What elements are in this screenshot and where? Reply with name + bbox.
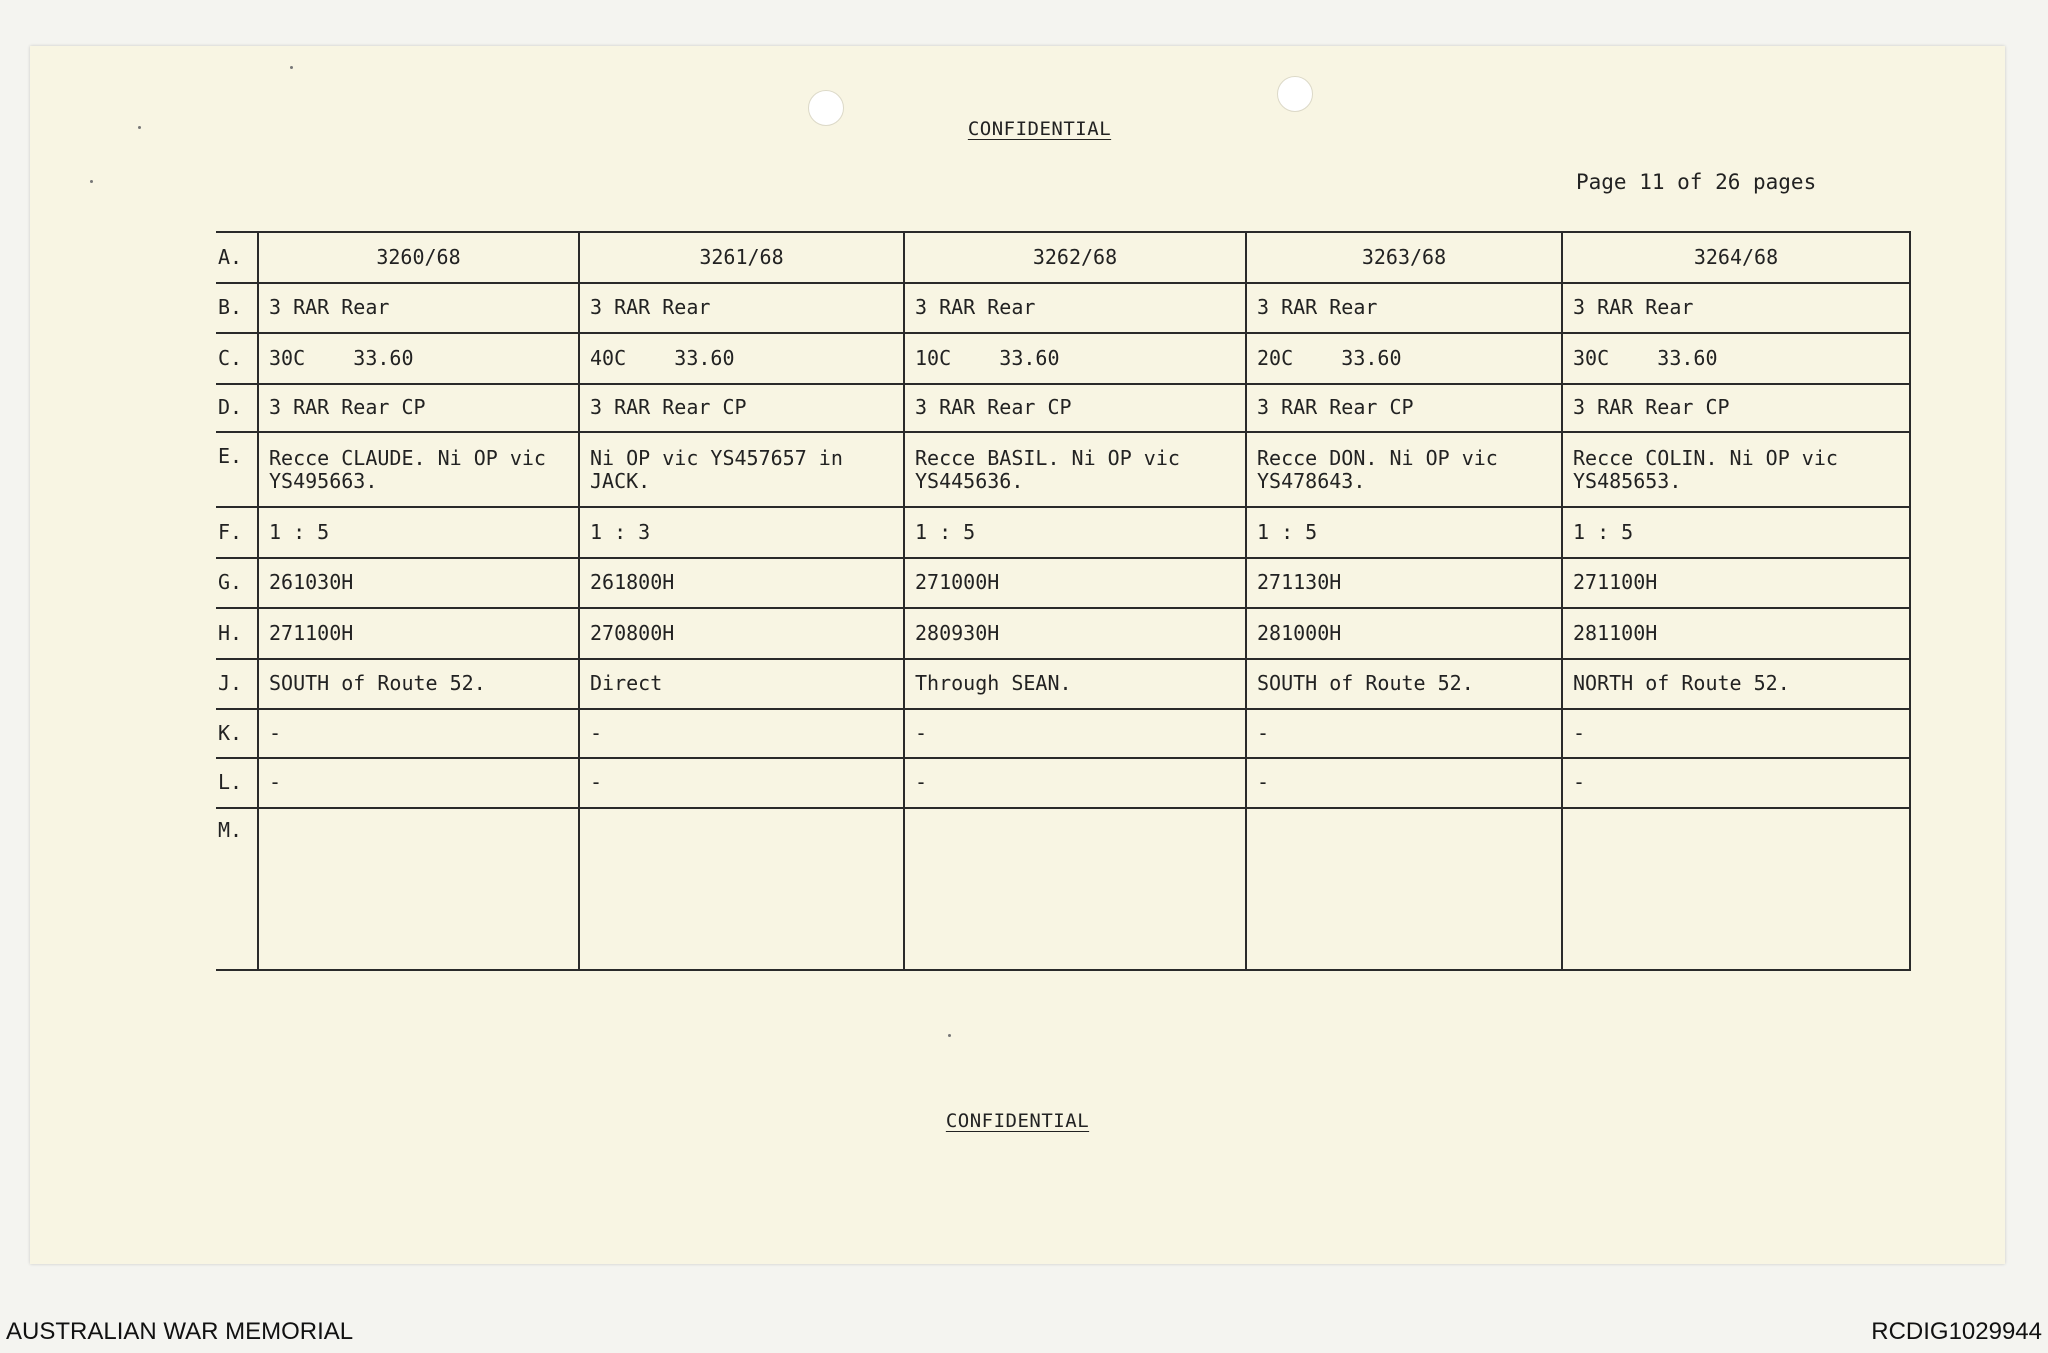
- table-cell: 3264/68: [1562, 232, 1910, 283]
- table-cell: 280930H: [904, 608, 1246, 659]
- table-cell: Recce DON. Ni OP vic YS478643.: [1246, 432, 1562, 507]
- table-cell: 1 : 5: [1246, 507, 1562, 558]
- table-cell: [904, 808, 1246, 970]
- table-cell: 271000H: [904, 558, 1246, 609]
- row-label: H.: [216, 608, 258, 659]
- row-label: G.: [216, 558, 258, 609]
- table-cell: Ni OP vic YS457657 in JACK.: [579, 432, 904, 507]
- archive-credit: AUSTRALIAN WAR MEMORIAL: [6, 1318, 354, 1345]
- archive-id: RCDIG1029944: [1871, 1318, 2042, 1345]
- table-cell: 3 RAR Rear CP: [1562, 384, 1910, 433]
- table-cell: 271130H: [1246, 558, 1562, 609]
- table-cell: 30C 33.60: [1562, 333, 1910, 384]
- table-row: [216, 333, 1910, 384]
- table-cell: 20C 33.60: [1246, 333, 1562, 384]
- table-cell: 1 : 5: [904, 507, 1246, 558]
- row-label: A.: [216, 232, 258, 283]
- table-cell: Direct: [579, 659, 904, 710]
- table-cell: 271100H: [258, 608, 579, 659]
- table-cell: 1 : 5: [258, 507, 579, 558]
- table-cell: 270800H: [579, 608, 904, 659]
- table-row: [216, 659, 1910, 710]
- paper-speck: [90, 180, 93, 183]
- table-row: [216, 384, 1910, 433]
- table-cell: -: [904, 709, 1246, 758]
- patrol-table: [216, 231, 1911, 971]
- table-row: [216, 432, 1910, 507]
- table-cell: Recce COLIN. Ni OP vic YS485653.: [1562, 432, 1910, 507]
- table-cell: -: [258, 709, 579, 758]
- table-cell: 3 RAR Rear CP: [579, 384, 904, 433]
- table-cell: 3 RAR Rear: [579, 283, 904, 334]
- classification-footer: CONFIDENTIAL: [945, 1110, 1090, 1132]
- table-cell: 1 : 5: [1562, 507, 1910, 558]
- table-cell: 3 RAR Rear CP: [904, 384, 1246, 433]
- page-indicator: Page 11 of 26 pages: [1576, 170, 1817, 194]
- table-cell: 3 RAR Rear: [258, 283, 579, 334]
- table-cell: 30C 33.60: [258, 333, 579, 384]
- table-row: [216, 232, 1910, 283]
- table-cell: -: [1246, 758, 1562, 809]
- table-cell: 40C 33.60: [579, 333, 904, 384]
- row-label: C.: [216, 333, 258, 384]
- table-row: [216, 808, 1910, 970]
- table-cell: -: [579, 709, 904, 758]
- table-cell: [1246, 808, 1562, 970]
- table-cell: -: [904, 758, 1246, 809]
- row-label: B.: [216, 283, 258, 334]
- table-cell: 10C 33.60: [904, 333, 1246, 384]
- table-cell: 3 RAR Rear CP: [258, 384, 579, 433]
- row-label: M.: [216, 808, 258, 970]
- paper-speck: [948, 1034, 951, 1037]
- table-cell: -: [579, 758, 904, 809]
- paper-speck: [290, 66, 293, 69]
- table-row: [216, 558, 1910, 609]
- table-cell: SOUTH of Route 52.: [1246, 659, 1562, 710]
- table-cell: Recce CLAUDE. Ni OP vic YS495663.: [258, 432, 579, 507]
- table-row: [216, 758, 1910, 809]
- table-cell: [258, 808, 579, 970]
- table-cell: 3 RAR Rear CP: [1246, 384, 1562, 433]
- document-page: [30, 46, 2005, 1264]
- table-cell: SOUTH of Route 52.: [258, 659, 579, 710]
- table-cell: 261800H: [579, 558, 904, 609]
- table-row: [216, 283, 1910, 334]
- table-cell: 271100H: [1562, 558, 1910, 609]
- row-label: F.: [216, 507, 258, 558]
- row-label: D.: [216, 384, 258, 433]
- table-cell: 261030H: [258, 558, 579, 609]
- punch-hole: [1277, 76, 1313, 112]
- table-cell: NORTH of Route 52.: [1562, 659, 1910, 710]
- table-cell: 3262/68: [904, 232, 1246, 283]
- table-cell: 3 RAR Rear: [1562, 283, 1910, 334]
- table-cell: 3263/68: [1246, 232, 1562, 283]
- table-cell: [579, 808, 904, 970]
- table-cell: 281100H: [1562, 608, 1910, 659]
- table-cell: 3261/68: [579, 232, 904, 283]
- table-row: [216, 709, 1910, 758]
- table-cell: 3 RAR Rear: [1246, 283, 1562, 334]
- table-row: [216, 507, 1910, 558]
- table-cell: Through SEAN.: [904, 659, 1246, 710]
- table-cell: -: [1562, 758, 1910, 809]
- classification-header: CONFIDENTIAL: [967, 118, 1112, 140]
- table-row: [216, 608, 1910, 659]
- table-cell: 281000H: [1246, 608, 1562, 659]
- row-label: J.: [216, 659, 258, 710]
- table-cell: Recce BASIL. Ni OP vic YS445636.: [904, 432, 1246, 507]
- table-cell: [1562, 808, 1910, 970]
- row-label: L.: [216, 758, 258, 809]
- row-label: K.: [216, 709, 258, 758]
- table-cell: -: [1562, 709, 1910, 758]
- row-label: E.: [216, 432, 258, 507]
- table-cell: -: [258, 758, 579, 809]
- table-cell: 3 RAR Rear: [904, 283, 1246, 334]
- table-cell: 3260/68: [258, 232, 579, 283]
- table-cell: 1 : 3: [579, 507, 904, 558]
- table-cell: -: [1246, 709, 1562, 758]
